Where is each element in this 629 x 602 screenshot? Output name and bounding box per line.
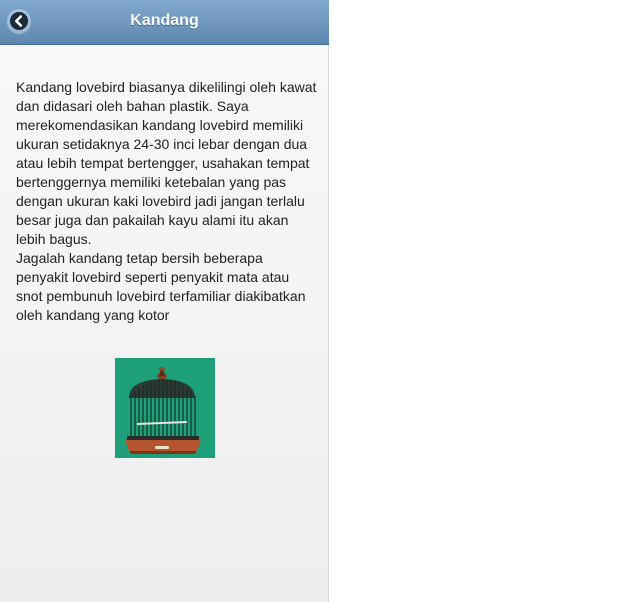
article-content [16, 78, 318, 325]
article-paragraph: Jagalah kandang tetap bersih beberapa penyakit lovebird seperti penyakit mata atau snot pembunuh lovebird terfamiliar diakibatkan oleh kandang yang kotor [16, 250, 306, 323]
header-bar [0, 0, 329, 45]
page-title: Kandang [130, 12, 199, 29]
bird-cage-image [115, 358, 215, 458]
back-button[interactable] [7, 9, 31, 33]
chevron-left-icon [10, 12, 28, 30]
article-paragraph: Kandang lovebird biasanya dikelilingi oleh kawat dan didasari oleh bahan plastik. Saya merekomendasikan kandang lovebird memiliki ukuran setidaknya 24-30 inci lebar dengan dua atau lebih tempat bertengger, usahakan tempat bertenggernya memiliki ketebalan yang pas dengan ukuran kaki lovebird jadi jangan terlalu besar juga dan pakailah kayu alami itu akan lebih bagus. [16, 79, 317, 247]
